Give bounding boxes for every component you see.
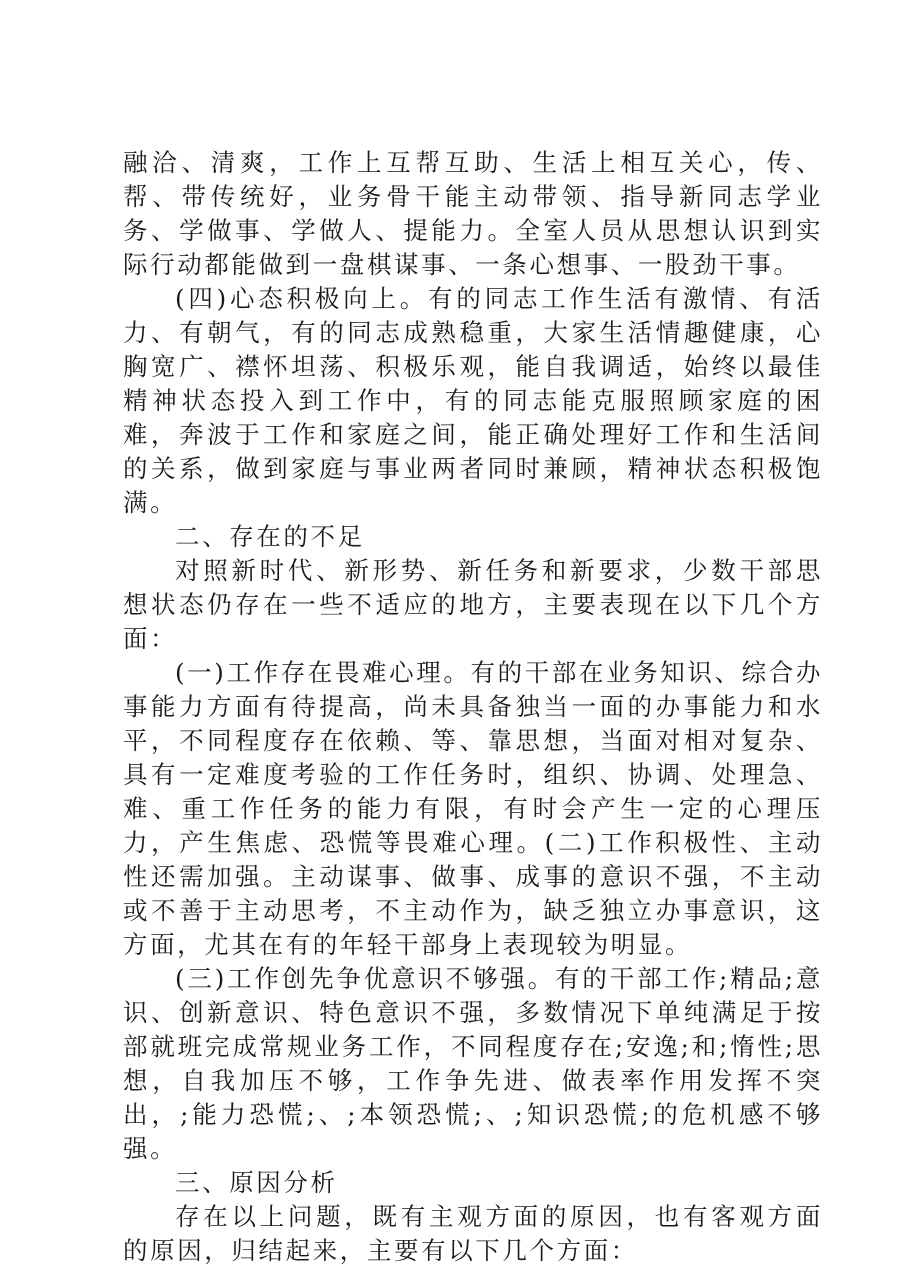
section-heading-cause-analysis: 三、原因分析 bbox=[175, 1168, 338, 1197]
paragraph-attitude-positive: (四)心态积极向上。有的同志工作生活有激情、有活力、有朝气，有的同志成熟稳重，大家生活情趣健康，心胸宽广、襟怀坦荡、积极乐观，能自我调适，始终以最佳精神状态投入到工作中，有的同志能克服照顾家庭的困难，奔波于工作和家庭之间，能正确处理好工作和生活间的关系，做到家庭与事业两者同时兼顾，精神状态积极饱满。 bbox=[123, 284, 823, 517]
section-heading-shortcomings: 二、存在的不足 bbox=[175, 522, 365, 551]
paragraph-excellence-awareness: (三)工作创先争优意识不够强。有的干部工作;精品;意识、创新意识、特色意识不强，多数情况下单纯满足于按部就班完成常规业务工作，不同程度存在;安逸;和;惰性;思想，自我加压不够，工作争先进、做表率作用发挥不突出，;能力恐慌;、;本领恐慌;、;知识恐慌;的危机感不够强。 bbox=[123, 964, 823, 1163]
paragraph-shortcomings-intro: 对照新时代、新形势、新任务和新要求，少数干部思想状态仍存在一些不适应的地方，主要表现在以下几个方面： bbox=[123, 556, 823, 653]
paragraph-cause-intro: 存在以上问题，既有主观方面的原因，也有客观方面的原因，归结起来，主要有以下几个方面： bbox=[123, 1202, 823, 1265]
paragraph-continuation: 融洽、清爽，工作上互帮互助、生活上相互关心，传、帮、带传统好，业务骨干能主动带领、指导新同志学业务、学做事、学做人、提能力。全室人员从思想认识到实际行动都能做到一盘棋谋事、一条心想事、一股劲干事。 bbox=[123, 148, 823, 279]
document-body bbox=[123, 146, 823, 1268]
paragraph-fear-of-difficulty: (一)工作存在畏难心理。有的干部在业务知识、综合办事能力方面有待提高，尚未具备独当一面的办事能力和水平，不同程度存在依赖、等、靠思想，当面对相对复杂、具有一定难度考验的工作任务时，组织、协调、处理急、难、重工作任务的能力有限，有时会产生一定的心理压力，产生焦虑、恐慌等畏难心理。(二)工作积极性、主动性还需加强。主动谋事、做事、成事的意识不强，不主动或不善于主动思考，不主动作为，缺乏独立办事意识，这方面，尤其在有的年轻干部身上表现较为明显。 bbox=[123, 658, 823, 959]
